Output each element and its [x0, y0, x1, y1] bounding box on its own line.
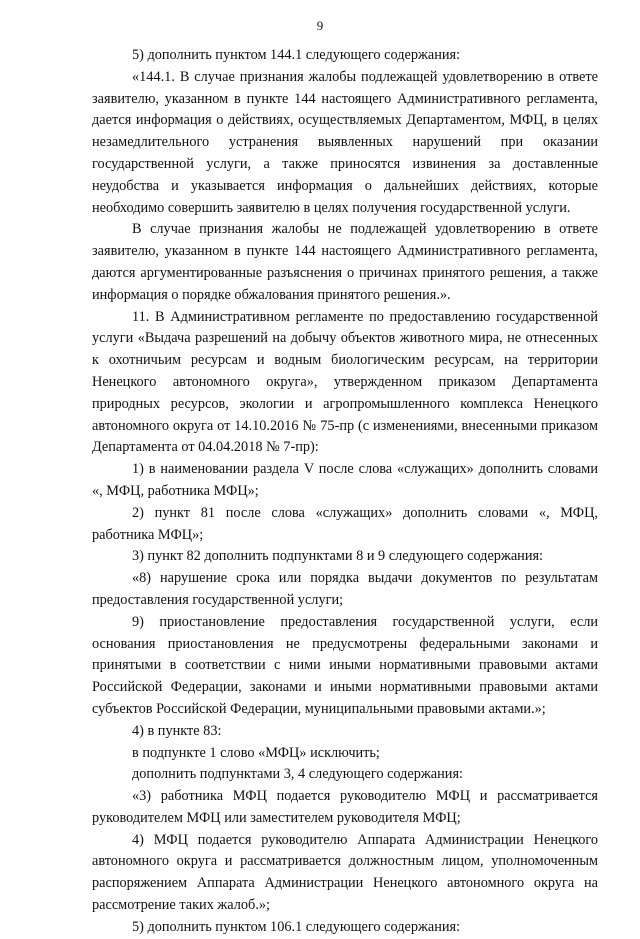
- paragraph: «8) нарушение срока или порядка выдачи документов по результатам предоставления государственной услуги;: [92, 570, 598, 608]
- paragraph: в подпункте 1 слово «МФЦ» исключить;: [132, 744, 380, 761]
- paragraph: 2) пункт 81 после слова «служащих» дополнить словами «, МФЦ, работника МФЦ»;: [92, 504, 598, 543]
- paragraph: «144.1. В случае признания жалобы подлежащей удовлетворению в ответе заявителю, указанном в пункте 144 настоящего Административного регламента, дается информация о действиях, осуществляемых Департаментом, МФЦ, в целях незамедлительного устранения выявленных нарушений при оказании государственной услуги, а также приносятся извинения за доставленные неудобства и указывается информация о дальнейших действиях, которые необходимо совершить заявителю в целях получения государственной услуги.: [92, 68, 598, 216]
- paragraph: 4) МФЦ подается руководителю Аппарата Администрации Ненецкого автономного округа и рассматривается должностным лицом, уполномоченным распоряжением Аппарата Администрации Ненецкого автономного округа на рассмотрение таких жалоб.»;: [92, 831, 598, 914]
- paragraph: «3) работника МФЦ подается руководителю МФЦ и рассматривается руководителем МФЦ или заместителем руководителя МФЦ;: [92, 788, 598, 826]
- paragraph: 4) в пункте 83:: [132, 722, 222, 739]
- paragraph: 11. В Административном регламенте по предоставлению государственной услуги «Выдача разрешений на добычу объектов животного мира, не отнесенных к охотничьим ресурсам и водным биологическим ресурсам, на территории Ненецкого автономного округа», утвержденном приказом Департамента природных ресурсов, экологии и агропромышленного комплекса Ненецкого автономного округа от 14.10.2016 № 75-пр (с изменениями, внесенными приказом Департамента от 04.04.2018 № 7-пр):: [92, 308, 598, 456]
- paragraph: 3) пункт 82 дополнить подпунктами 8 и 9 следующего содержания:: [132, 548, 544, 565]
- paragraph: 5) дополнить пунктом 144.1 следующего содержания:: [132, 47, 461, 63]
- paragraph: 5) дополнить пунктом 106.1 следующего содержания:: [132, 918, 461, 935]
- paragraph: 9) приостановление предоставления государственной услуги, если основания приостановления не предусмотрены федеральными законами и принятыми в соответствии с ними иными нормативными правовыми актами Российской Федерации, законами и иными нормативными правовыми актами субъектов Российской Федерации, муниципальными правовыми актами.»;: [92, 613, 598, 717]
- page-number: 9: [316, 18, 324, 33]
- paragraph: дополнить подпунктами 3, 4 следующего содержания:: [132, 766, 463, 783]
- paragraph: 1) в наименовании раздела V после слова «служащих» дополнить словами «, МФЦ, работника МФЦ»;: [92, 461, 598, 499]
- paragraph: В случае признания жалобы не подлежащей удовлетворению в ответе заявителю, указанном в пункте 144 настоящего Административного регламента, даются аргументированные разъяснения о причинах принятого решения, а также информация о порядке обжалования принятого решения.».: [92, 221, 598, 303]
- document-body: [92, 45, 598, 939]
